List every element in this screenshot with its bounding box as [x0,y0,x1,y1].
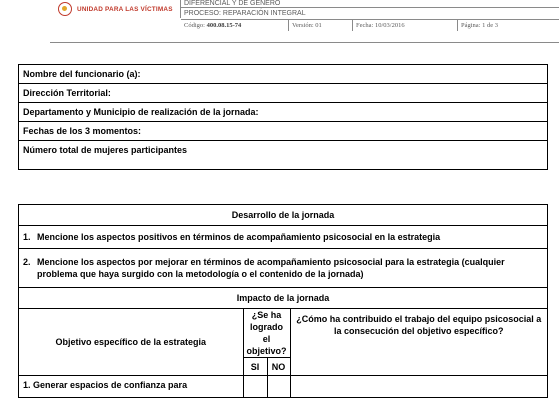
header-date: Fecha: 10/03/2016 [353,20,458,31]
header-page: Página: 1 de 3 [461,22,499,29]
header-line-2: PROCESO: REPARACIÓN INTEGRAL [181,8,559,20]
field-territorial-direction: Dirección Territorial: [19,84,548,103]
header-code-row [181,20,559,31]
field-department-municipality: Departamento y Municipio de realización de la jornada: [19,103,548,122]
header-divider [50,42,559,43]
logo [50,0,181,18]
col-header-objective: Objetivo específico de la estrategia [19,309,244,376]
development-table [18,204,548,398]
document-header [50,0,559,42]
field-dates: Fechas de los 3 momentos: [19,122,548,141]
info-table [18,64,548,170]
header-line-1: DIFERENCIAL Y DE GÉNERO [181,0,559,8]
cell-no-1 [267,376,290,398]
objective-row-1: 1. Generar espacios de confianza para [19,376,244,398]
field-official-name: Nombre del funcionario (a): [19,65,548,84]
cell-yes-1 [243,376,267,398]
question-improve: 2. Mencione los aspectos por mejorar en términos de acompañamiento psicosocial para la estrategia (cualquier problema que haya surgido con la metodología o el contenido de la jornada) [19,249,548,288]
col-header-yes: SI [243,358,267,376]
seal-icon [58,2,72,16]
col-header-no: NO [267,358,290,376]
header-info [181,0,559,31]
col-header-achieved: ¿Se ha logrado el objetivo? [243,309,290,358]
section-title-development: Desarrollo de la jornada [19,205,548,226]
col-header-contribution: ¿Cómo ha contribuido el trabajo del equipo psicosocial a la consecución del objetivo específico? [290,309,548,376]
header-version: Versión: 01 [289,20,353,31]
field-women-total: Número total de mujeres participantes [19,141,548,170]
question-positive: 1. Mencione los aspectos positivos en términos de acompañamiento psicosocial en la estrategia [19,226,548,249]
brand-name: UNIDAD PARA LAS VÍCTIMAS [77,5,173,13]
section-title-impact: Impacto de la jornada [19,288,548,309]
header-code: Código: 400.08.15-74 [181,20,289,31]
cell-contribution-1 [290,376,548,398]
